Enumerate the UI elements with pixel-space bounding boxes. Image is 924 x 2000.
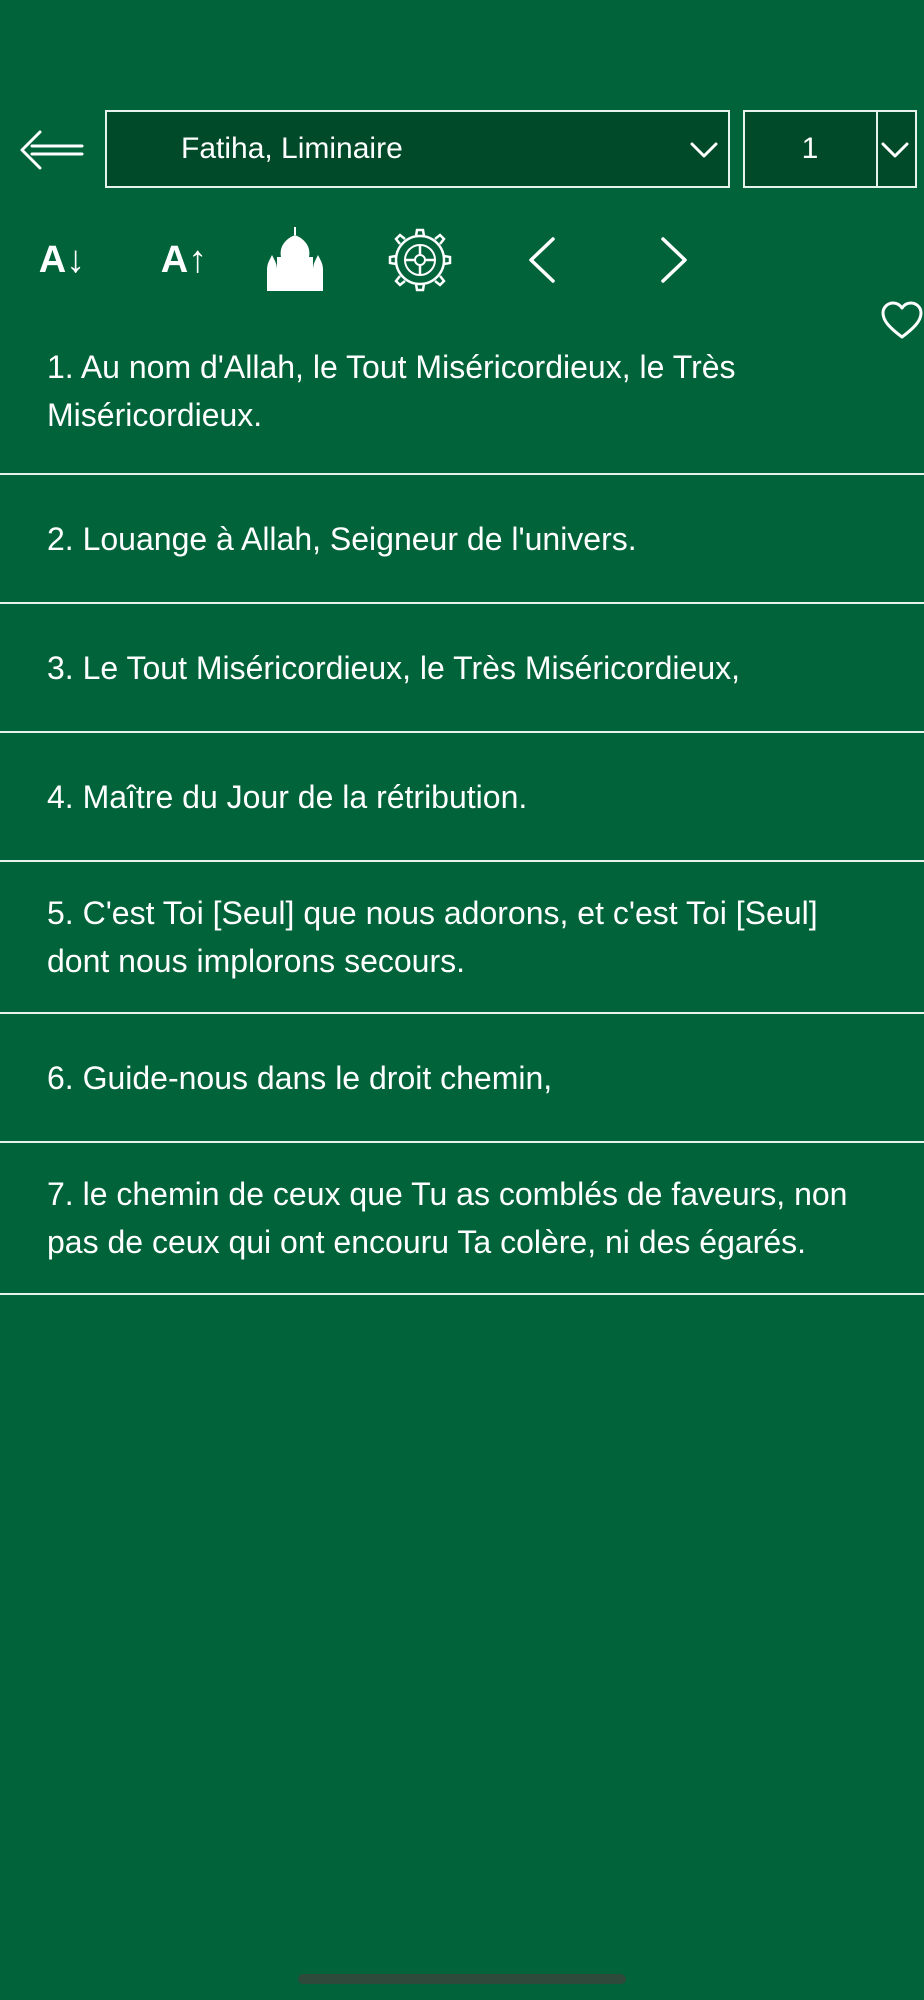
verse-select-label: 1 (801, 132, 819, 165)
verse-select[interactable] (743, 110, 917, 188)
verse-text: 1. Au nom d'Allah, le Tout Miséricordieux, le Très Miséricordieux. (47, 349, 736, 433)
mosque-button[interactable] (262, 218, 328, 302)
toolbar (0, 218, 924, 302)
verse-item[interactable] (0, 862, 924, 1014)
back-button[interactable] (16, 118, 86, 182)
font-decrease-label: A↓ (38, 238, 86, 281)
chevron-down-icon (684, 130, 724, 170)
surah-select-label: Fatiha, Liminaire (181, 132, 403, 165)
verse-text: 2. Louange à Allah, Seigneur de l'univers. (47, 520, 637, 557)
verse-text: 7. le chemin de ceux que Tu as comblés de faveurs, non pas de ceux qui ont encouru Ta colère, ni des égarés. (47, 1176, 848, 1260)
chevron-down-icon (877, 130, 913, 170)
arrow-left-icon (18, 128, 84, 172)
chevron-left-icon (527, 237, 557, 283)
verse-text: 3. Le Tout Miséricordieux, le Très Miséricordieux, (47, 649, 741, 686)
settings-button[interactable] (386, 218, 454, 302)
font-increase-label: A↑ (160, 238, 208, 281)
previous-button[interactable] (520, 218, 564, 302)
verse-item[interactable] (0, 733, 924, 862)
verse-item[interactable] (0, 1014, 924, 1143)
mosque-icon (265, 225, 325, 295)
chevron-right-icon (659, 237, 689, 283)
verse-item[interactable] (0, 1143, 924, 1295)
surah-select[interactable] (105, 110, 730, 188)
top-bar (0, 110, 924, 190)
home-indicator (298, 1974, 626, 1984)
gear-icon (386, 226, 454, 294)
verse-text: 4. Maître du Jour de la rétribution. (47, 778, 528, 815)
verse-item[interactable] (0, 475, 924, 604)
verse-text: 5. C'est Toi [Seul] que nous adorons, et c'est Toi [Seul] dont nous implorons secours. (47, 895, 818, 979)
font-increase-button[interactable] (152, 218, 216, 302)
verse-text: 6. Guide-nous dans le droit chemin, (47, 1059, 553, 1096)
verse-item[interactable] (0, 325, 924, 475)
verse-item[interactable] (0, 604, 924, 733)
next-button[interactable] (652, 218, 696, 302)
font-decrease-button[interactable] (30, 218, 94, 302)
verse-list (0, 325, 924, 1295)
